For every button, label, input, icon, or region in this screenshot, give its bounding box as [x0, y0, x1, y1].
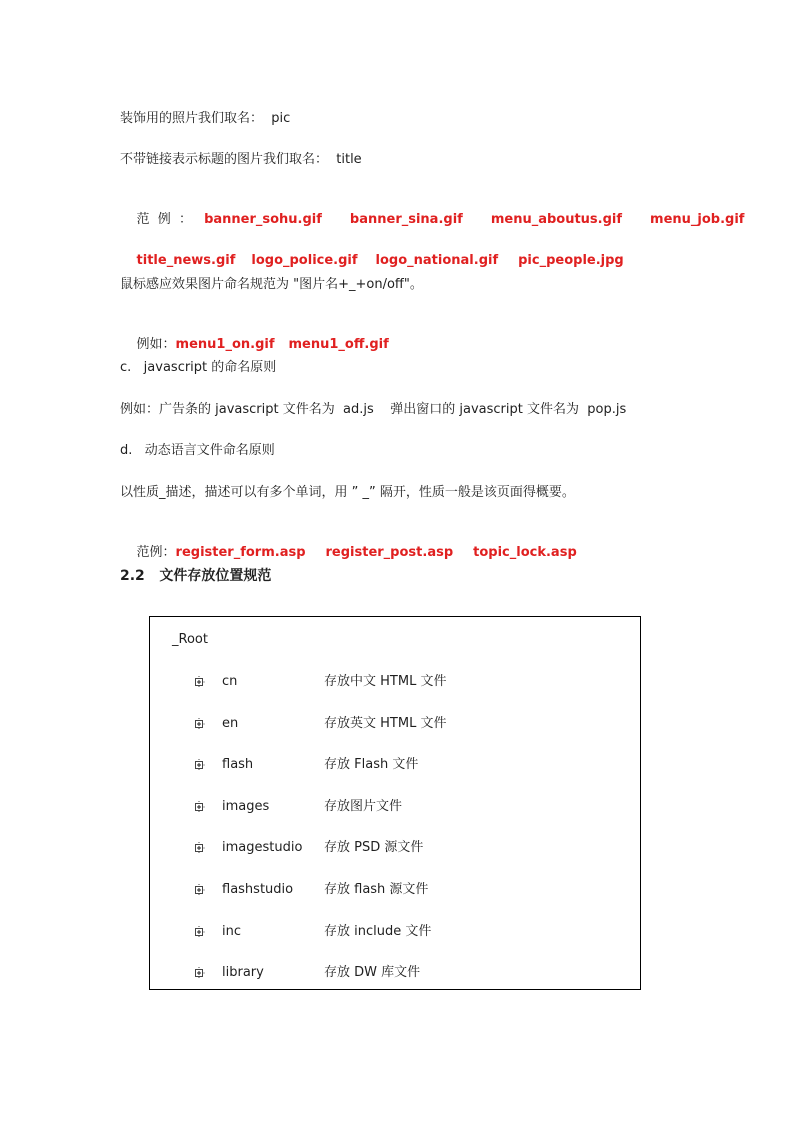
tree-row[interactable]: [150, 839, 640, 857]
example-filename: register_post.asp: [325, 545, 454, 560]
example-prefix: 例如：: [136, 337, 176, 352]
tree-row[interactable]: [150, 673, 640, 691]
example-filename: pic_people.jpg: [518, 253, 624, 268]
example-filename: menu_job.gif: [650, 212, 745, 227]
example-prefix: 范例：: [136, 545, 176, 560]
plus-box-icon[interactable]: [193, 842, 205, 854]
tree-row[interactable]: [150, 715, 640, 733]
folder-name: en: [222, 715, 239, 731]
plus-box-icon[interactable]: [193, 884, 205, 896]
folder-description: 存放 DW 库文件: [324, 965, 421, 981]
example-filename: banner_sohu.gif: [204, 212, 322, 227]
text-hover-naming: 鼠标感应效果图片命名规范为 "图片名+_+on/off"。: [120, 277, 423, 292]
tree-row[interactable]: [150, 964, 640, 982]
folder-name: library: [222, 965, 264, 981]
example-filename: logo_national.gif: [375, 253, 499, 268]
example-filename: logo_police.gif: [251, 253, 358, 268]
section-heading-2-2: 2.2 文件存放位置规范: [120, 568, 272, 584]
text-dynamic-naming: 以性质_描述，描述可以有多个单词，用 ” _” 隔开，性质一般是该页面得概要。: [120, 485, 575, 500]
example-filename: topic_lock.asp: [473, 545, 577, 560]
tree-row[interactable]: [150, 881, 640, 899]
tree-root-label: _Root: [172, 632, 208, 647]
folder-name: cn: [222, 674, 238, 689]
plus-box-icon[interactable]: [193, 801, 205, 813]
folder-tree-box: [149, 616, 641, 990]
plus-box-icon[interactable]: [193, 676, 205, 688]
text-pic-naming: 装饰用的照片我们取名： pic: [120, 111, 291, 126]
example-filename: menu1_off.gif: [288, 337, 389, 352]
tree-row[interactable]: [150, 756, 640, 774]
text-title-naming: 不带链接表示标题的图片我们取名： title: [120, 152, 362, 167]
plus-box-icon[interactable]: [193, 967, 205, 979]
section-c-title: c. javascript 的命名原则: [120, 360, 277, 375]
example-filename: title_news.gif: [136, 253, 236, 268]
folder-description: 存放 include 文件: [324, 923, 432, 939]
tree-row[interactable]: [150, 923, 640, 941]
folder-name: images: [222, 798, 270, 814]
folder-description: 存放 flash 源文件: [324, 882, 429, 897]
example-filename: register_form.asp: [175, 545, 306, 560]
folder-name: flashstudio: [222, 882, 294, 897]
text-js-example: 例如：广告条的 javascript 文件名为 ad.js 弹出窗口的 javascript 文件名为 pop.js: [120, 402, 627, 417]
folder-description: 存放英文 HTML 文件: [324, 715, 447, 731]
plus-box-icon[interactable]: [193, 718, 205, 730]
plus-box-icon[interactable]: [193, 926, 205, 938]
folder-description: 存放中文 HTML 文件: [324, 674, 447, 689]
example-prefix: 范 例 ：: [136, 212, 193, 227]
tree-row[interactable]: [150, 798, 640, 816]
example-filename: banner_sina.gif: [349, 212, 463, 227]
folder-name: flash: [222, 757, 254, 773]
folder-name: imagestudio: [222, 840, 303, 856]
folder-description: 存放 Flash 文件: [324, 757, 419, 773]
plus-box-icon[interactable]: [193, 759, 205, 771]
section-d-title: d. 动态语言文件命名原则: [120, 443, 275, 458]
example-filename: menu_aboutus.gif: [490, 212, 623, 227]
folder-name: inc: [222, 923, 241, 939]
folder-description: 存放 PSD 源文件: [324, 840, 424, 856]
example-filename: menu1_on.gif: [175, 337, 275, 352]
folder-description: 存放图片文件: [324, 798, 403, 814]
